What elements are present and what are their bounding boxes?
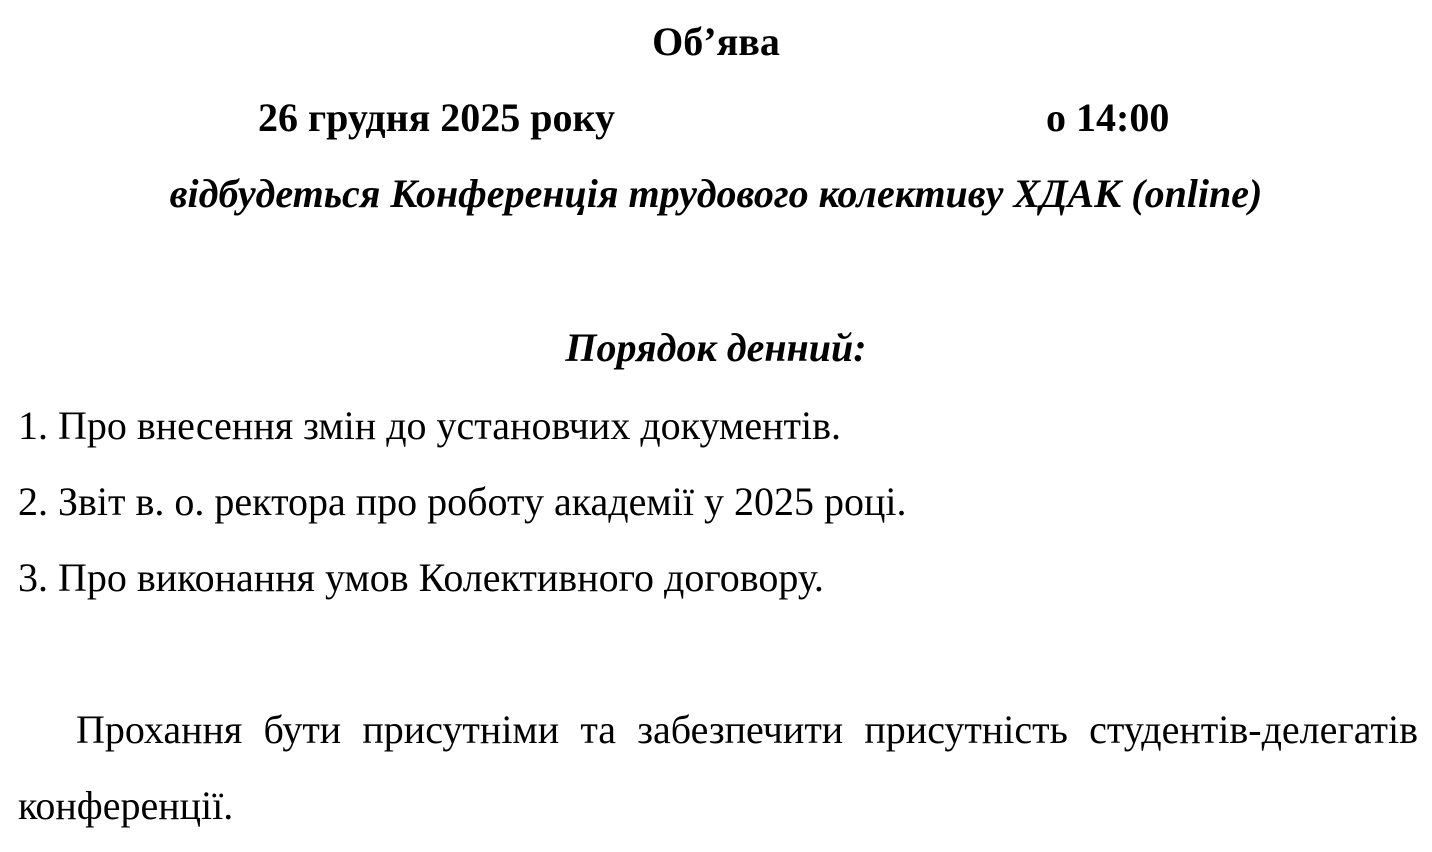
announcement-title: Об’ява xyxy=(652,19,780,64)
agenda-heading: Порядок денний: xyxy=(565,325,867,370)
agenda-item: 2. Звіт в. о. ректора про роботу академії у 2025 році. xyxy=(18,479,907,524)
event-date: 26 грудня 2025 року xyxy=(258,95,616,140)
event-time: о 14:00 xyxy=(1046,95,1170,140)
agenda-item: 3. Про виконання умов Колективного договору. xyxy=(18,555,824,600)
event-description: відбудеться Конференція трудового колективу ХДАК (online) xyxy=(169,171,1263,216)
agenda-item: 1. Про внесення змін до установчих документів. xyxy=(18,403,841,448)
attendance-request: Прохання бути присутніми та забезпечити присутність студентів-делегатів конференції. xyxy=(18,707,1418,828)
